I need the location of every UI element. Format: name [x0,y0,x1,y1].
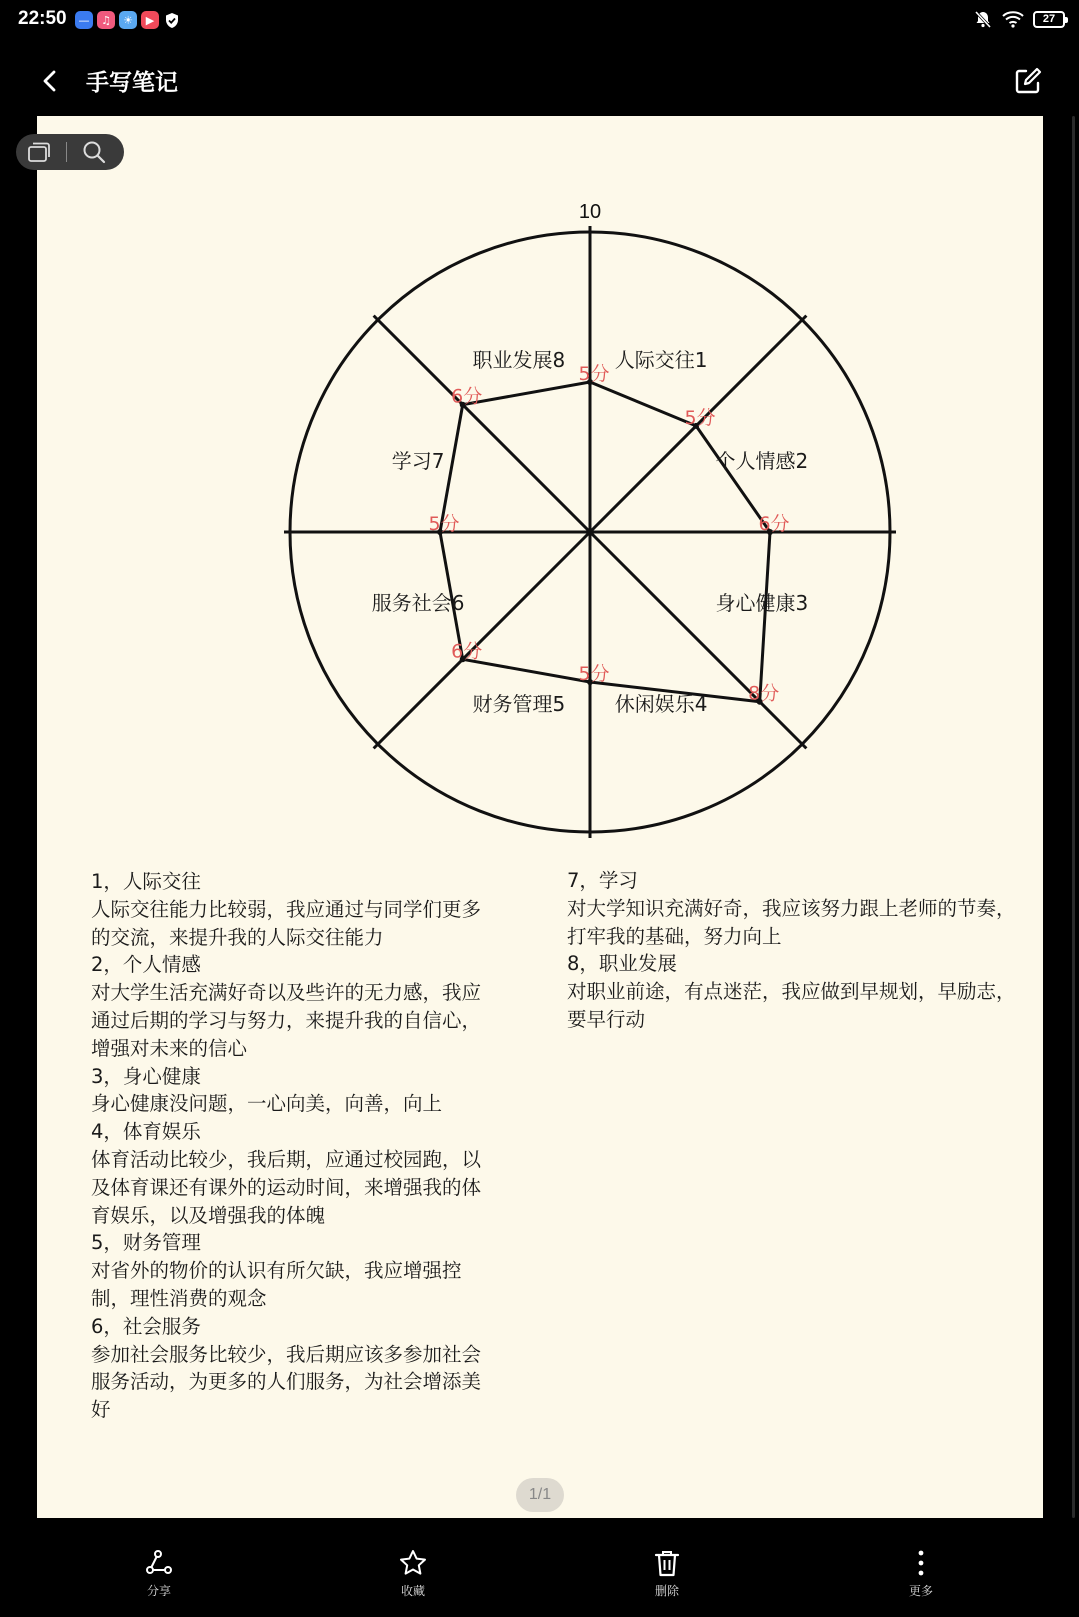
favorite-button[interactable] [373,1548,453,1599]
score-label-8: 6分 [451,385,483,408]
score-label-3: 6分 [758,513,790,535]
score-label-5: 5分 [578,663,610,685]
note-line: 体育活动比较少，我后期，应通过校园跑，以 [91,1147,482,1171]
music-app-icon: ♫ [97,11,115,29]
share-icon [144,1548,174,1578]
note-line: 人际交往能力比较弱，我应通过与同学们更多 [91,897,482,921]
note-line: 参加社会服务比较少，我后期应该多参加社会 [91,1342,482,1366]
note-line: 1，人际交往 [91,870,201,893]
delete-button[interactable] [627,1548,707,1599]
page-indicator: 1/1 [516,1478,564,1512]
note-line: 5，财务管理 [91,1231,201,1255]
note-line: 对省外的物价的认识有所欠缺，我应增强控 [91,1259,462,1283]
score-label-4: 8分 [748,682,780,705]
notes-right-column [567,867,1016,1034]
note-line: 身心健康没问题，一心向美，向善，向上 [91,1092,443,1116]
note-line: 要早行动 [567,1007,646,1031]
note-line: 增强对未来的信心 [91,1036,248,1060]
weather-app-icon: ☀ [119,11,137,29]
battery-indicator: 27 [1033,11,1065,28]
category-label-6: 服务社会6 [371,591,465,616]
score-label-7: 5分 [428,513,460,535]
page-view-button[interactable] [16,134,62,170]
floating-toolbar [16,134,124,170]
note-line: 对大学知识充满好奇，我应该努力跟上老师的节奏， [567,896,1016,920]
note-line: 对大学生活充满好奇以及些许的无力感，我应 [91,981,482,1005]
radar-axis-4 [590,532,809,748]
app-notification-icon: — [75,11,93,29]
note-line: 打牢我的基础，努力向上 [567,924,782,948]
category-label-8: 职业发展8 [472,348,566,373]
category-label-3: 身心健康3 [715,591,809,616]
favorite-label: 收藏 [400,1584,425,1598]
search-icon [81,139,107,165]
share-label: 分享 [146,1584,171,1598]
share-button[interactable] [119,1548,199,1599]
note-line: 及体育课还有课外的运动时间，来增强我的体 [91,1175,482,1199]
score-label-6: 6分 [451,640,483,663]
more-label: 更多 [908,1584,933,1598]
page-title: 手写笔记 [86,70,178,96]
trash-icon [652,1548,682,1578]
max-score-label: 10 [578,201,602,223]
note-line: 3，身心健康 [91,1064,201,1088]
delete-label: 删除 [654,1584,679,1598]
note-line: 育娱乐，以及增强我的体魄 [91,1203,326,1227]
bottom-toolbar [0,1530,1079,1617]
note-line: 7，学习 [567,869,638,892]
search-button[interactable] [71,134,117,170]
pages-icon [26,140,52,164]
tool-divider [66,142,67,162]
note-line: 6，社会服务 [91,1314,201,1338]
score-label-2: 5分 [684,406,716,429]
note-line: 的交流，来提升我的人际交往能力 [91,925,384,949]
note-line: 制，理性消费的观念 [91,1286,267,1310]
more-icon [906,1548,936,1578]
note-line: 4，体育娱乐 [91,1120,201,1144]
video-app-icon: ▶ [141,11,159,29]
score-label-1: 5分 [578,363,610,385]
category-label-4: 休闲娱乐4 [614,691,708,716]
note-line: 对职业前途，有点迷茫，我应做到早规划，早励志， [567,980,1016,1004]
category-label-2: 个人情感2 [715,448,809,473]
note-line: 通过后期的学习与努力，来提升我的自信心， [91,1008,482,1032]
status-time: 22:50 [18,8,67,29]
more-button[interactable] [881,1548,961,1599]
category-label-7: 学习7 [391,448,445,473]
note-line: 服务活动，为更多的人们服务，为社会增添美 [91,1370,482,1394]
note-line: 好 [91,1398,111,1422]
note-line: 8，职业发展 [567,952,677,976]
star-icon [398,1548,428,1578]
category-label-5: 财务管理5 [472,691,566,716]
notes-left-column [91,868,481,1424]
category-label-1: 人际交往1 [614,348,708,373]
note-line: 2，个人情感 [91,953,201,977]
